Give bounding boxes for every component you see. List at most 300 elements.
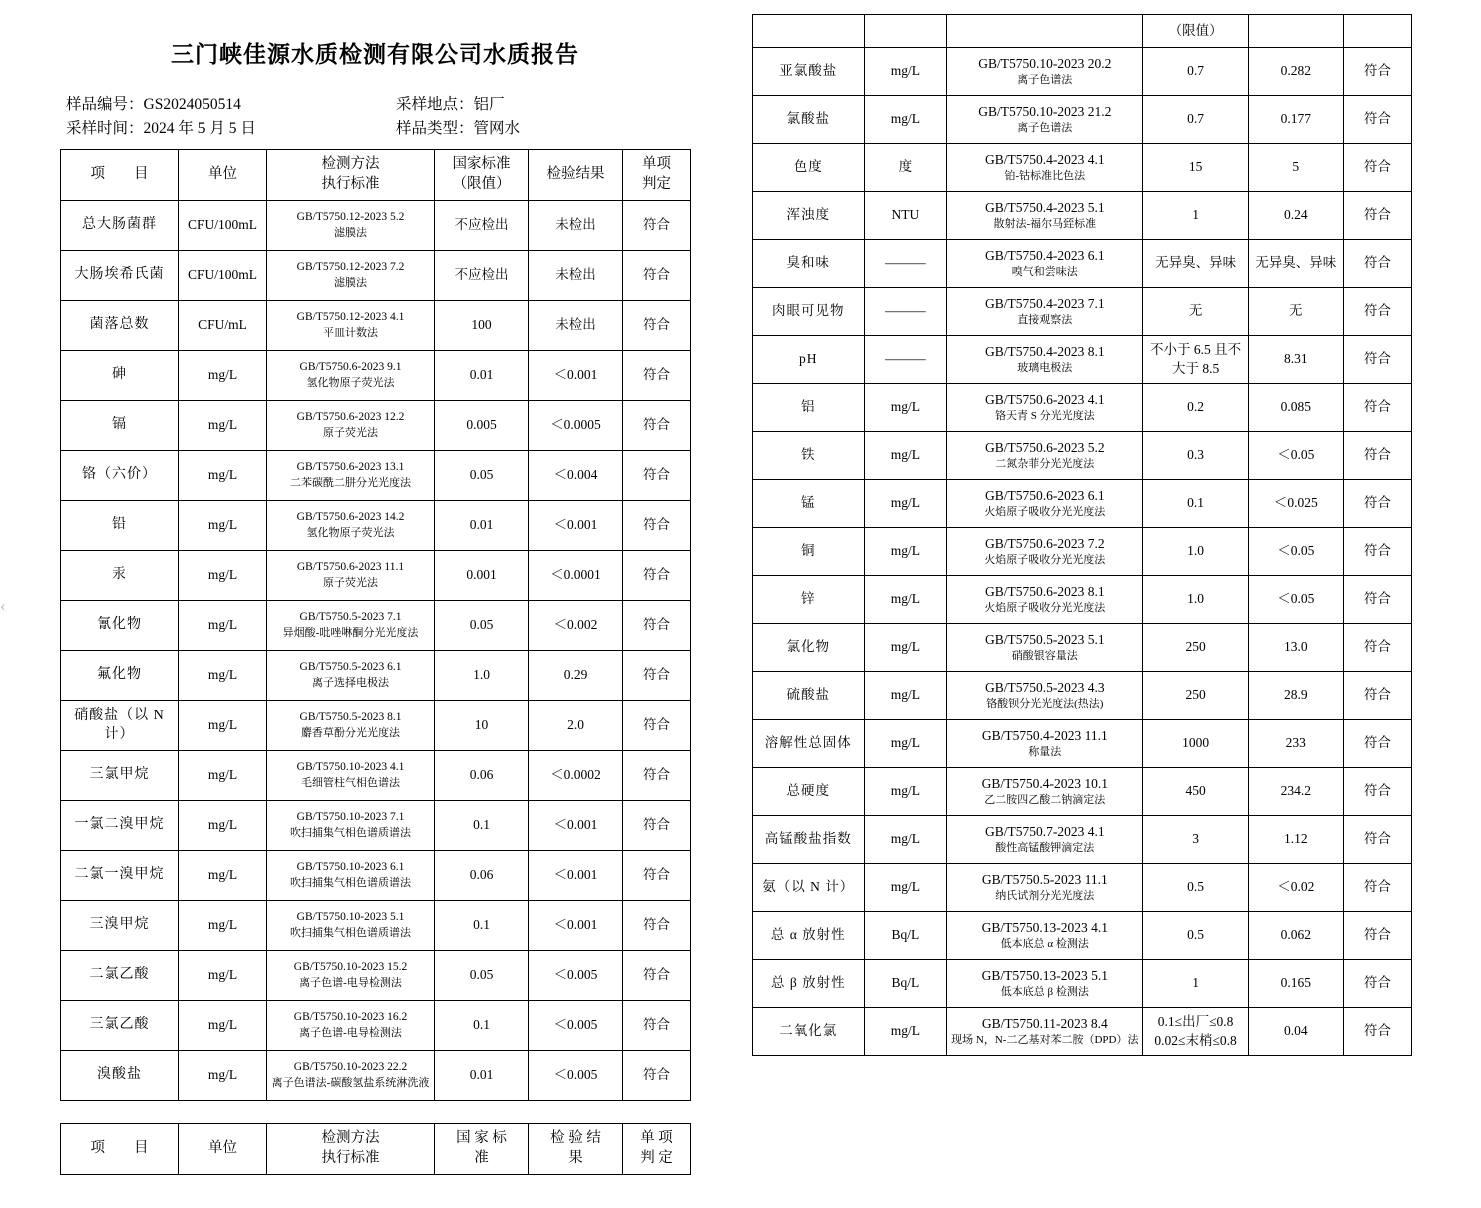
method-name: 毛细管柱气相色谱法 xyxy=(301,776,400,789)
cell-judgement: 符合 xyxy=(1343,288,1411,336)
table-row xyxy=(753,96,1412,144)
table-row xyxy=(753,864,1412,912)
table-row xyxy=(61,651,691,701)
cell-standard-limit: 0.1 xyxy=(1143,480,1248,528)
cell-unit: mg/L xyxy=(864,96,947,144)
col-method-line2: 执行标准 xyxy=(321,176,380,193)
cell-standard-limit: 0.1 xyxy=(435,901,529,951)
method-name: 二氮杂菲分光光度法 xyxy=(995,458,1095,471)
method-name: 氢化物原子荧光法 xyxy=(306,376,395,389)
cell-item: 二氧化氯 xyxy=(753,1008,865,1056)
cell-unit: mg/L xyxy=(179,1001,267,1051)
sample-no-value: GS2024050514 xyxy=(143,96,241,113)
method-name: 硝酸银容量法 xyxy=(1011,650,1078,663)
cell-unit: mg/L xyxy=(864,480,947,528)
right-empty-5 xyxy=(1343,15,1411,48)
table-row xyxy=(753,240,1412,288)
cell-unit: mg/L xyxy=(179,951,267,1001)
method-standard: GB/T5750.6-2023 11.1 xyxy=(296,561,405,574)
table-header-row xyxy=(61,150,691,201)
cell-method xyxy=(267,1051,435,1101)
cell-standard-limit: 1 xyxy=(1143,960,1248,1008)
cell-unit: mg/L xyxy=(864,432,947,480)
cell-result: ＜0.002 xyxy=(529,601,623,651)
right-column xyxy=(752,14,1412,1056)
cell-result: 8.31 xyxy=(1248,336,1343,384)
cell-method xyxy=(947,672,1143,720)
bottom-header-row xyxy=(61,1124,691,1175)
cell-item: 铜 xyxy=(753,528,865,576)
cell-result: 0.24 xyxy=(1248,192,1343,240)
bottom-col-method xyxy=(267,1124,435,1175)
cell-unit: mg/L xyxy=(864,48,947,96)
col-judge-line1: 单项 xyxy=(642,156,671,173)
method-standard: GB/T5750.4-2023 10.1 xyxy=(981,775,1108,791)
cell-unit: mg/L xyxy=(864,816,947,864)
method-standard: GB/T5750.10-2023 7.1 xyxy=(296,811,405,824)
cell-method xyxy=(947,528,1143,576)
cell-unit: mg/L xyxy=(179,851,267,901)
cell-item: 氨（以 N 计） xyxy=(753,864,865,912)
cell-method xyxy=(947,48,1143,96)
table-row xyxy=(753,480,1412,528)
cell-judgement: 符合 xyxy=(1343,384,1411,432)
cell-method xyxy=(267,551,435,601)
cell-judgement: 符合 xyxy=(623,751,691,801)
cell-unit: ——— xyxy=(864,336,947,384)
table-row xyxy=(753,672,1412,720)
method-name: 铬酸钡分光光度法(热法) xyxy=(986,698,1104,711)
sample-place-value: 铝厂 xyxy=(473,96,505,113)
method-standard: GB/T5750.10-2023 22.2 xyxy=(293,1061,408,1074)
method-name: 散射法-福尔马臸标准 xyxy=(993,218,1097,231)
cell-standard-limit: 0.06 xyxy=(435,851,529,901)
cell-item: 三氯甲烷 xyxy=(61,751,179,801)
cell-standard-limit: 250 xyxy=(1143,624,1248,672)
cell-item: 硫酸盐 xyxy=(753,672,865,720)
cell-standard-limit: 0.3 xyxy=(1143,432,1248,480)
cell-judgement: 符合 xyxy=(1343,1008,1411,1056)
col-method-line1: 检测方法 xyxy=(321,156,380,173)
cell-standard-limit: 0.005 xyxy=(435,401,529,451)
cell-judgement: 符合 xyxy=(1343,720,1411,768)
cell-judgement: 符合 xyxy=(1343,672,1411,720)
table-row xyxy=(753,192,1412,240)
table-row xyxy=(753,48,1412,96)
cell-judgement: 符合 xyxy=(1343,864,1411,912)
bottom-col-result xyxy=(529,1124,623,1175)
method-name: 低本底总 α 检测法 xyxy=(1000,938,1089,951)
table-row xyxy=(61,501,691,551)
table-row xyxy=(753,1008,1412,1056)
cell-standard-limit: 1000 xyxy=(1143,720,1248,768)
method-standard: GB/T5750.4-2023 8.1 xyxy=(984,343,1105,359)
cell-item: 铝 xyxy=(753,384,865,432)
table-row xyxy=(61,351,691,401)
method-standard: GB/T5750.6-2023 5.2 xyxy=(984,439,1105,455)
cell-standard-limit: 0.2 xyxy=(1143,384,1248,432)
sample-no-label: 样品编号： xyxy=(66,96,144,113)
cell-standard-limit: 0.1 xyxy=(435,1001,529,1051)
method-name: 离子色谱法 xyxy=(1017,122,1073,135)
table-row xyxy=(753,816,1412,864)
table-row xyxy=(753,720,1412,768)
cell-judgement: 符合 xyxy=(623,651,691,701)
cell-item: 砷 xyxy=(61,351,179,401)
method-name: 嗅气和尝味法 xyxy=(1011,266,1078,279)
right-empty-2 xyxy=(864,15,947,48)
meta-row-2 xyxy=(66,117,690,141)
method-name: 氢化物原子荧光法 xyxy=(306,526,395,539)
cell-item: 高锰酸盐指数 xyxy=(753,816,865,864)
method-name: 铂-钴标准比色法 xyxy=(1004,170,1086,183)
cell-item: 二氯一溴甲烷 xyxy=(61,851,179,901)
bottom-col-standard xyxy=(435,1124,529,1175)
cell-unit: mg/L xyxy=(179,401,267,451)
cell-item: 溴酸盐 xyxy=(61,1051,179,1101)
cell-result: ＜0.05 xyxy=(1248,576,1343,624)
cell-item: 三溴甲烷 xyxy=(61,901,179,951)
method-standard: GB/T5750.6-2023 7.2 xyxy=(984,535,1105,551)
table-row xyxy=(61,551,691,601)
cell-item: pH xyxy=(753,336,865,384)
method-name: 现场 N，N-二乙基对苯二胺（DPD）法 xyxy=(951,1034,1139,1047)
method-name: 玻璃电极法 xyxy=(1017,362,1073,375)
cell-result: ＜0.001 xyxy=(529,851,623,901)
right-empty-3 xyxy=(947,15,1143,48)
left-column xyxy=(60,36,690,1101)
sample-place-label: 采样地点： xyxy=(396,96,474,113)
cell-unit: Bq/L xyxy=(864,912,947,960)
cell-result: ＜0.05 xyxy=(1248,432,1343,480)
cell-method xyxy=(267,801,435,851)
cell-result: ＜0.05 xyxy=(1248,528,1343,576)
cell-judgement: 符合 xyxy=(623,401,691,451)
cell-standard-limit: 0.1 xyxy=(435,801,529,851)
cell-judgement: 符合 xyxy=(1343,336,1411,384)
method-standard: GB/T5750.10-2023 20.2 xyxy=(978,55,1112,71)
cell-method xyxy=(267,201,435,251)
cell-unit: mg/L xyxy=(864,672,947,720)
page-title: 三门峡佳源水质检测有限公司水质报告 xyxy=(171,42,579,67)
cell-unit: CFU/mL xyxy=(179,301,267,351)
method-name: 异烟酸-吡唑啉酮分光光度法 xyxy=(282,626,419,639)
method-name: 火焰原子吸收分光光度法 xyxy=(984,554,1106,567)
right-empty-4 xyxy=(1248,15,1343,48)
cell-item: 肉眼可见物 xyxy=(753,288,865,336)
cell-result: ＜0.025 xyxy=(1248,480,1343,528)
cell-result: 未检出 xyxy=(529,251,623,301)
cell-item: 铁 xyxy=(753,432,865,480)
cell-result: ＜0.004 xyxy=(529,451,623,501)
cell-judgement: 符合 xyxy=(1343,192,1411,240)
right-results-table xyxy=(752,14,1412,1056)
method-standard: GB/T5750.6-2023 8.1 xyxy=(984,583,1105,599)
cell-standard-limit: 10 xyxy=(435,701,529,751)
cell-unit: mg/L xyxy=(179,801,267,851)
method-standard: GB/T5750.13-2023 5.1 xyxy=(981,967,1108,983)
method-name: 离子色谱-电导检测法 xyxy=(299,1026,402,1039)
cell-item: 亚氯酸盐 xyxy=(753,48,865,96)
col-judge xyxy=(623,150,691,201)
cell-unit: mg/L xyxy=(179,651,267,701)
cell-result: 233 xyxy=(1248,720,1343,768)
cell-unit: mg/L xyxy=(179,751,267,801)
left-results-table xyxy=(60,149,691,1101)
cell-unit: mg/L xyxy=(864,624,947,672)
cell-result: ＜0.0001 xyxy=(529,551,623,601)
cell-unit: mg/L xyxy=(179,601,267,651)
cell-judgement: 符合 xyxy=(623,551,691,601)
bottom-col-method-line1: 检测方法 xyxy=(321,1130,380,1147)
cell-unit: mg/L xyxy=(864,1008,947,1056)
cell-unit: mg/L xyxy=(179,551,267,601)
cell-judgement: 符合 xyxy=(1343,912,1411,960)
cell-method xyxy=(267,1001,435,1051)
method-name: 吹扫捕集气相色谱质谱法 xyxy=(290,926,411,939)
method-name: 麝香草酚分光光度法 xyxy=(301,726,400,739)
table-row xyxy=(61,901,691,951)
method-name: 纳氏试剂分光光度法 xyxy=(995,890,1095,903)
bottom-table-fragment xyxy=(60,1123,690,1175)
bottom-col-result-line2: 果 xyxy=(568,1150,583,1166)
table-row xyxy=(61,951,691,1001)
method-standard: GB/T5750.4-2023 11.1 xyxy=(981,727,1108,743)
bottom-col-unit: 单位 xyxy=(179,1124,267,1175)
method-name: 低本底总 β 检测法 xyxy=(1000,986,1089,999)
bottom-col-judge xyxy=(623,1124,691,1175)
cell-unit: mg/L xyxy=(179,351,267,401)
table-row xyxy=(61,251,691,301)
bottom-col-judge-line2: 判 定 xyxy=(640,1150,673,1166)
cell-result: 2.0 xyxy=(529,701,623,751)
table-row xyxy=(753,288,1412,336)
cell-method xyxy=(267,351,435,401)
cell-result: 1.12 xyxy=(1248,816,1343,864)
table-row xyxy=(753,624,1412,672)
cell-judgement: 符合 xyxy=(1343,144,1411,192)
cell-standard-limit: 0.1≤出厂≤0.8 0.02≤末梢≤0.8 xyxy=(1143,1008,1248,1056)
cell-item: 二氯乙酸 xyxy=(61,951,179,1001)
table-row xyxy=(61,701,691,751)
sample-time-label: 采样时间： xyxy=(66,120,144,138)
cell-item: 氯酸盐 xyxy=(753,96,865,144)
method-name: 离子色谱法 xyxy=(1017,74,1073,87)
cell-judgement: 符合 xyxy=(623,951,691,1001)
cell-result: 0.29 xyxy=(529,651,623,701)
cell-result: ＜0.02 xyxy=(1248,864,1343,912)
cell-unit: mg/L xyxy=(179,1051,267,1101)
cell-standard-limit: 100 xyxy=(435,301,529,351)
cell-item: 臭和味 xyxy=(753,240,865,288)
method-standard: GB/T5750.10-2023 21.2 xyxy=(978,103,1112,119)
cell-result: ＜0.001 xyxy=(529,801,623,851)
cell-judgement: 符合 xyxy=(623,451,691,501)
cell-unit: mg/L xyxy=(179,701,267,751)
cell-item: 总 β 放射性 xyxy=(753,960,865,1008)
method-name: 离子色谱法-碳酸氢盐系统淋洗液 xyxy=(271,1076,430,1089)
table-row xyxy=(61,1001,691,1051)
cell-method xyxy=(267,851,435,901)
table-row xyxy=(61,1051,691,1101)
cell-judgement: 符合 xyxy=(623,201,691,251)
table-row xyxy=(753,528,1412,576)
cell-unit: 度 xyxy=(864,144,947,192)
method-name: 称量法 xyxy=(1028,746,1062,759)
cell-judgement: 符合 xyxy=(623,701,691,751)
cell-standard-limit: 250 xyxy=(1143,672,1248,720)
method-name: 铬天青 S 分光光度法 xyxy=(994,410,1095,423)
cell-judgement: 符合 xyxy=(1343,576,1411,624)
cell-item: 一氯二溴甲烷 xyxy=(61,801,179,851)
sample-type xyxy=(396,117,520,141)
sample-time xyxy=(66,117,396,141)
cell-method xyxy=(947,480,1143,528)
cell-item: 色度 xyxy=(753,144,865,192)
method-standard: GB/T5750.10-2023 6.1 xyxy=(296,861,405,874)
bottom-col-method-line2: 执行标准 xyxy=(321,1150,380,1166)
cell-method xyxy=(267,601,435,651)
method-standard: GB/T5750.10-2023 4.1 xyxy=(296,761,405,774)
cell-item: 总大肠菌群 xyxy=(61,201,179,251)
method-name: 酸性高锰酸钾滴定法 xyxy=(995,842,1095,855)
method-name: 原子荧光法 xyxy=(323,426,378,439)
cell-item: 三氯乙酸 xyxy=(61,1001,179,1051)
meta-row-1 xyxy=(66,93,690,117)
method-standard: GB/T5750.12-2023 4.1 xyxy=(296,311,405,324)
cell-method xyxy=(947,816,1143,864)
method-name: 乙二胺四乙酸二钠滴定法 xyxy=(984,794,1106,807)
cell-result: ＜0.005 xyxy=(529,951,623,1001)
cell-method xyxy=(947,384,1143,432)
cell-judgement: 符合 xyxy=(1343,480,1411,528)
cell-method xyxy=(267,451,435,501)
method-standard: GB/T5750.5-2023 7.1 xyxy=(299,611,402,624)
table-row xyxy=(753,336,1412,384)
cell-standard-limit: 0.7 xyxy=(1143,48,1248,96)
method-name: 滤膜法 xyxy=(334,226,367,239)
collapse-arrow-icon[interactable]: ‹ xyxy=(0,596,6,615)
col-standard-line1: 国家标准 xyxy=(452,156,511,173)
cell-result: 0.085 xyxy=(1248,384,1343,432)
table-row xyxy=(753,768,1412,816)
cell-method xyxy=(267,651,435,701)
cell-judgement: 符合 xyxy=(1343,960,1411,1008)
method-standard: GB/T5750.10-2023 16.2 xyxy=(293,1011,408,1024)
cell-method xyxy=(947,576,1143,624)
table-row xyxy=(61,751,691,801)
method-standard: GB/T5750.5-2023 4.3 xyxy=(984,679,1105,695)
cell-result: 未检出 xyxy=(529,301,623,351)
cell-item: 铅 xyxy=(61,501,179,551)
cell-standard-limit: 无 xyxy=(1143,288,1248,336)
cell-standard-limit: 3 xyxy=(1143,816,1248,864)
cell-judgement: 符合 xyxy=(1343,624,1411,672)
cell-judgement: 符合 xyxy=(623,1001,691,1051)
cell-result: ＜0.001 xyxy=(529,351,623,401)
cell-item: 氰化物 xyxy=(61,601,179,651)
cell-unit: NTU xyxy=(864,192,947,240)
col-standard-line2: （限值） xyxy=(452,176,511,193)
cell-method xyxy=(947,288,1143,336)
sample-meta xyxy=(66,93,690,141)
method-standard: GB/T5750.12-2023 7.2 xyxy=(296,261,405,274)
cell-method xyxy=(947,912,1143,960)
cell-method xyxy=(947,864,1143,912)
cell-method xyxy=(947,144,1143,192)
cell-judgement: 符合 xyxy=(623,501,691,551)
cell-item: 锌 xyxy=(753,576,865,624)
cell-result: ＜0.001 xyxy=(529,901,623,951)
cell-result: ＜0.005 xyxy=(529,1001,623,1051)
cell-judgement: 符合 xyxy=(623,351,691,401)
method-standard: GB/T5750.4-2023 7.1 xyxy=(984,295,1105,311)
cell-result: 5 xyxy=(1248,144,1343,192)
cell-result: 未检出 xyxy=(529,201,623,251)
cell-judgement: 符合 xyxy=(1343,48,1411,96)
cell-judgement: 符合 xyxy=(1343,528,1411,576)
table-row xyxy=(61,851,691,901)
method-standard: GB/T5750.13-2023 4.1 xyxy=(981,919,1108,935)
cell-item: 镉 xyxy=(61,401,179,451)
cell-unit: mg/L xyxy=(864,768,947,816)
cell-method xyxy=(267,901,435,951)
cell-result: 无 xyxy=(1248,288,1343,336)
table-row xyxy=(753,432,1412,480)
cell-item: 总硬度 xyxy=(753,768,865,816)
table-row xyxy=(753,912,1412,960)
method-standard: GB/T5750.10-2023 15.2 xyxy=(293,961,408,974)
method-name: 火焰原子吸收分光光度法 xyxy=(984,506,1106,519)
cell-result: 234.2 xyxy=(1248,768,1343,816)
method-standard: GB/T5750.11-2023 8.4 xyxy=(981,1015,1108,1031)
method-name: 平皿计数法 xyxy=(323,326,378,339)
cell-unit: mg/L xyxy=(864,864,947,912)
cell-item: 汞 xyxy=(61,551,179,601)
cell-standard-limit: 0.01 xyxy=(435,351,529,401)
cell-method xyxy=(947,192,1143,240)
col-result: 检验结果 xyxy=(529,150,623,201)
table-row xyxy=(753,960,1412,1008)
cell-standard-limit: 不应检出 xyxy=(435,251,529,301)
cell-method xyxy=(947,432,1143,480)
method-standard: GB/T5750.6-2023 14.2 xyxy=(296,511,405,524)
bottom-col-judge-line1: 单 项 xyxy=(640,1130,673,1147)
method-name: 滤膜法 xyxy=(334,276,367,289)
cell-unit: mg/L xyxy=(864,528,947,576)
table-row xyxy=(61,601,691,651)
cell-unit: Bq/L xyxy=(864,960,947,1008)
method-standard: GB/T5750.6-2023 13.1 xyxy=(296,461,405,474)
cell-result: ＜0.0002 xyxy=(529,751,623,801)
sample-type-value: 管网水 xyxy=(473,120,521,138)
cell-standard-limit: 0.5 xyxy=(1143,912,1248,960)
method-standard: GB/T5750.6-2023 6.1 xyxy=(984,487,1105,503)
sample-time-value: 2024 年 5 月 5 日 xyxy=(143,120,256,138)
cell-unit: mg/L xyxy=(864,720,947,768)
bottom-col-item: 项 目 xyxy=(61,1124,179,1175)
table-row xyxy=(753,144,1412,192)
method-name: 直接观察法 xyxy=(1017,314,1073,327)
table-row xyxy=(61,451,691,501)
cell-item: 溶解性总固体 xyxy=(753,720,865,768)
cell-judgement: 符合 xyxy=(623,1051,691,1101)
cell-method xyxy=(267,401,435,451)
cell-standard-limit: 0.06 xyxy=(435,751,529,801)
cell-method xyxy=(267,501,435,551)
method-standard: GB/T5750.4-2023 5.1 xyxy=(984,199,1105,215)
cell-unit: CFU/100mL xyxy=(179,201,267,251)
